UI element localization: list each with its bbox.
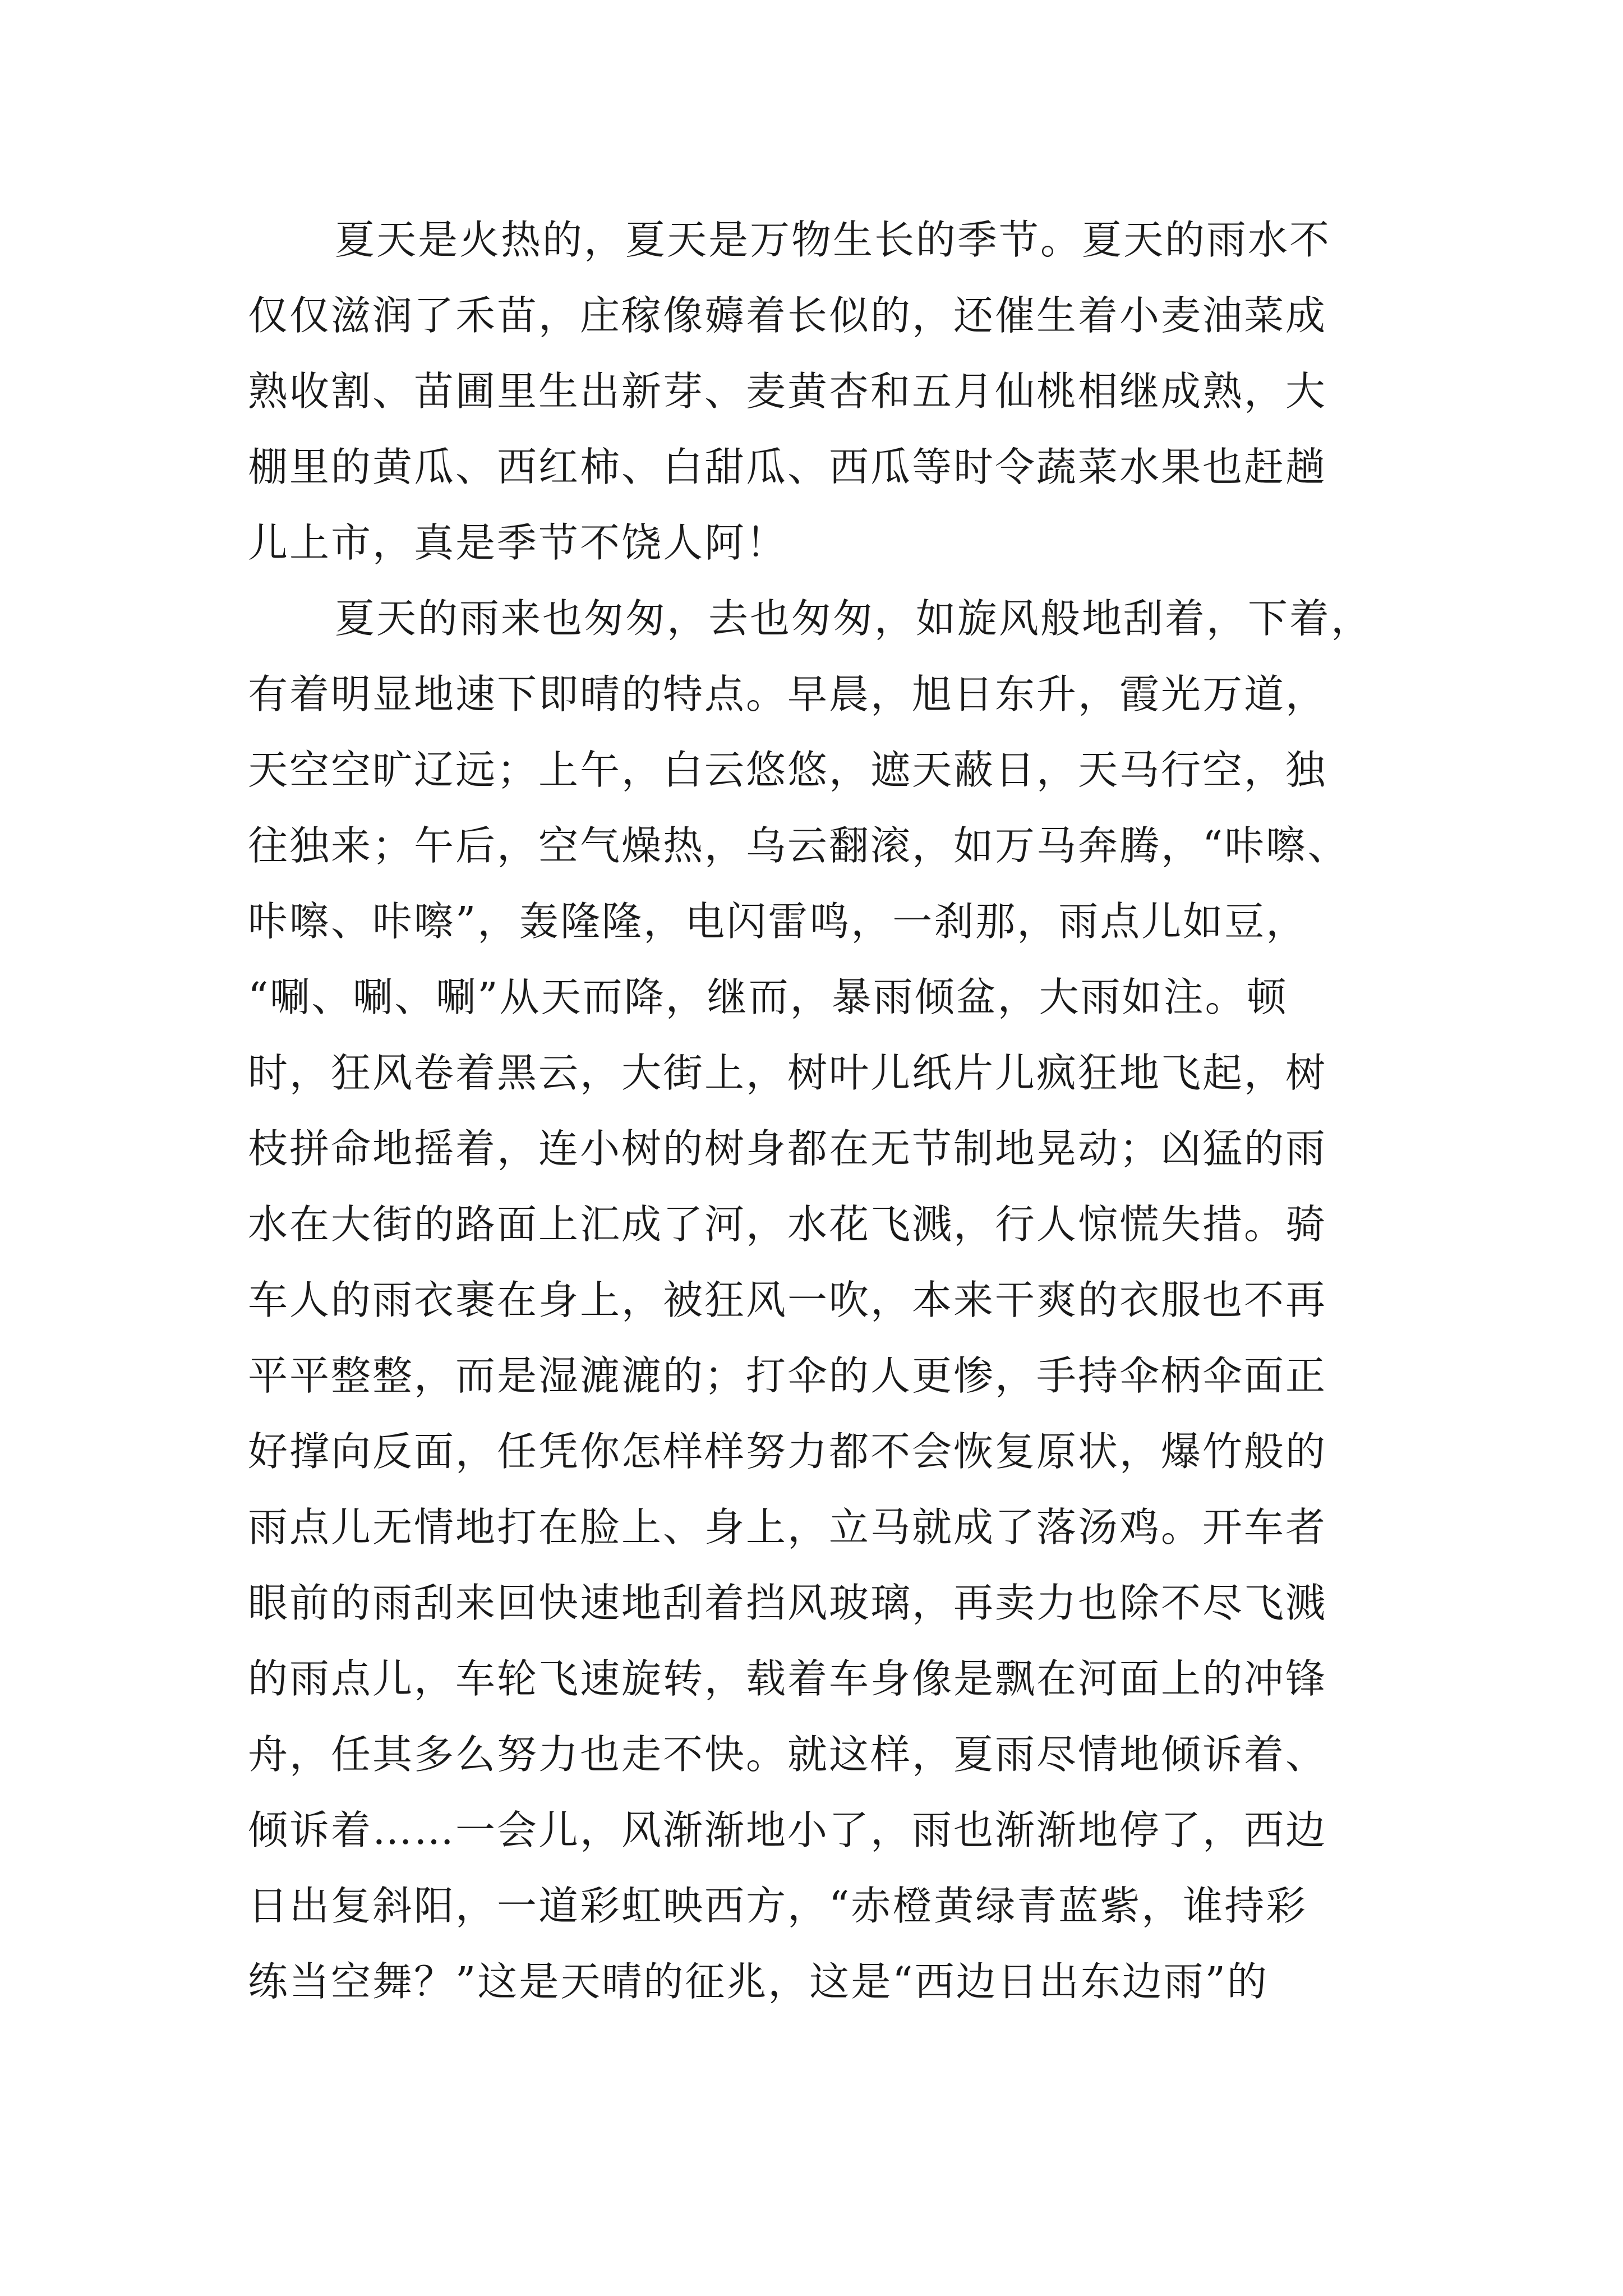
paragraph-2-line-5: 咔嚓、咔嚓”，轰隆隆，电闪雷鸣，一刹那，雨点儿如豆，: [248, 898, 1308, 945]
paragraph-2-line-8: 枝拼命地摇着，连小树的树身都在无节制地晃动；凶猛的雨: [248, 1125, 1327, 1172]
paragraph-1-line-2: 仅仅滋润了禾苗，庄稼像薅着长似的，还催生着小麦油菜成: [248, 292, 1327, 339]
paragraph-2-line-3: 天空空旷辽远；上午，白云悠悠，遮天蔽日，天马行空，独: [248, 747, 1327, 793]
paragraph-2-line-13: 雨点儿无情地打在脸上、身上，立马就成了落汤鸡。开车者: [248, 1504, 1327, 1550]
document-body: [248, 202, 1381, 2019]
paragraph-2-line-7: 时，狂风卷着黑云，大街上，树叶儿纸片儿疯狂地飞起，树: [248, 1050, 1327, 1096]
paragraph-2-line-9: 水在大街的路面上汇成了河，水花飞溅，行人惊慌失措。骑: [248, 1201, 1327, 1248]
paragraph-2-line-4: 往独来；午后，空气燥热，乌云翻滚，如万马奔腾，“咔嚓、: [248, 822, 1349, 869]
paragraph-2-line-1: 夏天的雨来也匆匆，去也匆匆，如旋风般地刮着，下着，: [335, 595, 1373, 642]
paragraph-2-line-18: 日出复斜阳，一道彩虹映西方，“赤橙黄绿青蓝紫，谁持彩: [248, 1883, 1308, 1929]
paragraph-1-line-4: 棚里的黄瓜、西红柿、白甜瓜、西瓜等时令蔬菜水果也赶趟: [248, 444, 1327, 490]
paragraph-2-line-16: 舟，任其多么努力也走不快。就这样，夏雨尽情地倾诉着、: [248, 1731, 1327, 1778]
paragraph-2-line-10: 车人的雨衣裹在身上，被狂风一吹，本来干爽的衣服也不再: [248, 1277, 1327, 1323]
paragraph-1-line-1: 夏天是火热的，夏天是万物生长的季节。夏天的雨水不: [335, 217, 1331, 263]
paragraph-2-line-2: 有着明显地速下即晴的特点。早晨，旭日东升，霞光万道，: [248, 671, 1327, 717]
paragraph-2-line-17: 倾诉着……一会儿，风渐渐地小了，雨也渐渐地停了，西边: [248, 1807, 1327, 1853]
paragraph-2-line-14: 眼前的雨刮来回快速地刮着挡风玻璃，再卖力也除不尽飞溅: [248, 1580, 1327, 1626]
paragraph-1-line-5: 儿上市，真是季节不饶人阿！: [248, 519, 788, 566]
paragraph-2-line-15: 的雨点儿，车轮飞速旋转，载着车身像是飘在河面上的冲锋: [248, 1655, 1327, 1702]
paragraph-2-line-12: 好撑向反面，任凭你怎样样努力都不会恢复原状，爆竹般的: [248, 1428, 1327, 1475]
paragraph-2-line-6: “唰、唰、唰”从天而降，继而，暴雨倾盆，大雨如注。顿: [248, 974, 1288, 1020]
paragraph-1-line-3: 熟收割、苗圃里生出新芽、麦黄杏和五月仙桃相继成熟，大: [248, 368, 1327, 415]
paragraph-2-line-19: 练当空舞？”这是天晴的征兆，这是“西边日出东边雨”的: [248, 1958, 1269, 2005]
paragraph-2-line-11: 平平整整，而是湿漉漉的；打伞的人更惨，手持伞柄伞面正: [248, 1352, 1327, 1399]
